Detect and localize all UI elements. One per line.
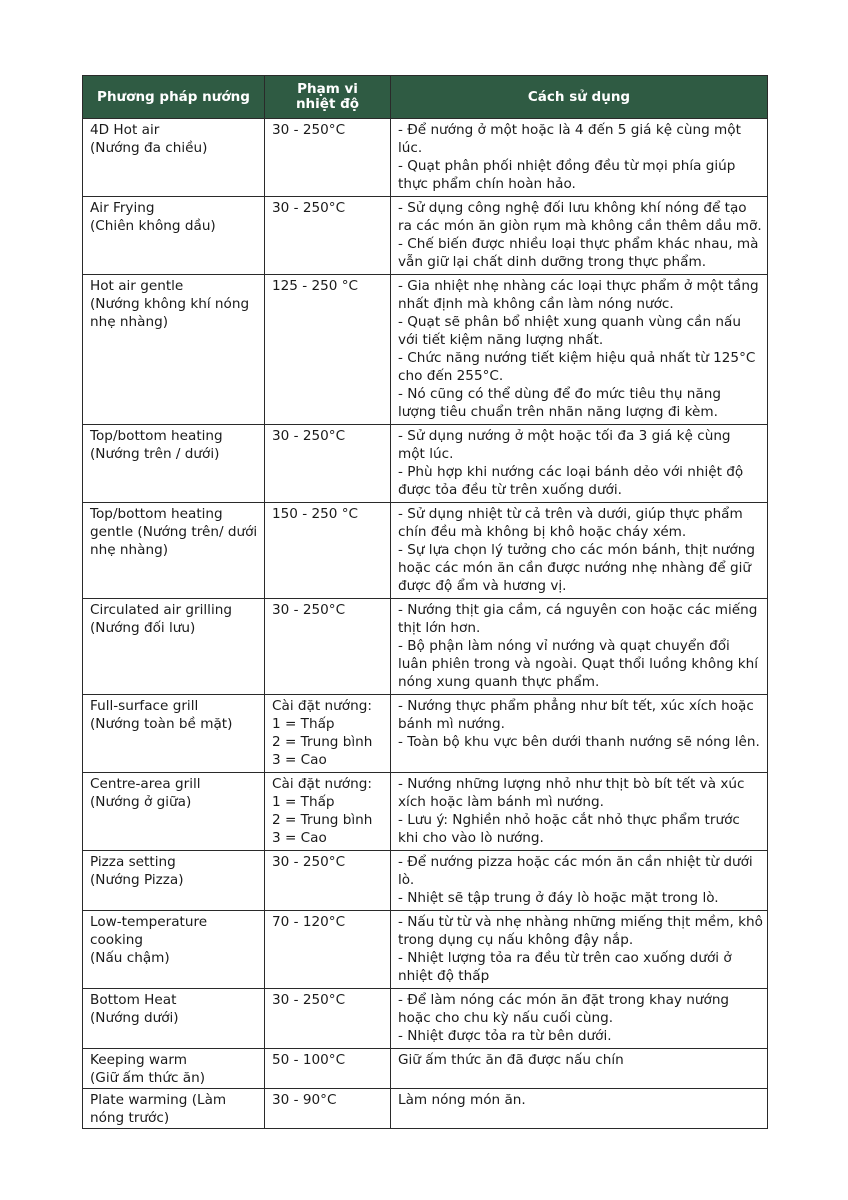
cell-usage-line: chín đều mà không bị khô hoặc cháy xém. — [398, 524, 687, 540]
cell-temp — [265, 1089, 391, 1129]
cell-temp — [265, 851, 391, 911]
cell-usage — [391, 197, 768, 275]
cell-method — [83, 773, 265, 851]
cell-usage-line: được độ ẩm và hương vị. — [398, 578, 567, 594]
cell-usage-line: hoặc các món ăn cần được nướng nhẹ nhàng để giữ — [398, 560, 752, 576]
cell-usage-line: - Chế biến được nhiều loại thực phẩm khác nhau, mà — [398, 236, 759, 252]
cell-usage-line: - Quạt phân phối nhiệt đồng đều từ mọi phía giúp — [398, 158, 736, 174]
cell-usage-line: bánh mì nướng. — [398, 716, 505, 732]
cell-temp — [265, 599, 391, 695]
cell-usage-line: khi cho vào lò nướng. — [398, 830, 544, 846]
cell-usage-line: - Nhiệt được tỏa ra từ bên dưới. — [398, 1028, 612, 1044]
table-row — [83, 1089, 768, 1129]
cell-method — [83, 695, 265, 773]
cell-temp-line: 1 = Thấp — [272, 716, 335, 732]
cell-method-line: Circulated air grilling — [90, 602, 232, 618]
cell-method — [83, 1049, 265, 1089]
cell-usage-line: - Nướng thực phẩm phẳng như bít tết, xúc xích hoặc — [398, 698, 754, 714]
header-method: Phương pháp nướng — [83, 76, 265, 119]
cell-method — [83, 989, 265, 1049]
cell-usage-line: - Bộ phận làm nóng vỉ nướng và quạt chuyển đổi — [398, 638, 730, 654]
table-row — [83, 851, 768, 911]
cell-temp — [265, 197, 391, 275]
table-row — [83, 773, 768, 851]
cell-method-line: nhẹ nhàng) — [90, 314, 169, 330]
cell-temp-line: 30 - 250°C — [272, 602, 346, 618]
table-row — [83, 503, 768, 599]
cell-usage-line: thực phẩm chín hoàn hảo. — [398, 176, 576, 192]
cell-method-line: Top/bottom heating — [90, 428, 223, 444]
cell-usage-line: trong dụng cụ nấu không đậy nắp. — [398, 932, 634, 948]
cell-method-line: Centre-area grill — [90, 776, 201, 792]
cell-temp-line: 2 = Trung bình — [272, 812, 373, 828]
cell-usage-line: luân phiên trong và ngoài. Quạt thổi luồng không khí — [398, 656, 759, 672]
cell-temp-line: 1 = Thấp — [272, 794, 335, 810]
cell-usage — [391, 911, 768, 989]
cell-usage — [391, 503, 768, 599]
cell-usage-line: Giữ ấm thức ăn đã được nấu chín — [398, 1052, 624, 1068]
cell-usage-line: lượng tiêu chuẩn trên nhãn năng lượng đi kèm. — [398, 404, 718, 420]
cell-temp-line: 30 - 250°C — [272, 122, 346, 138]
cell-temp-line: 2 = Trung bình — [272, 734, 373, 750]
cell-method-line: Top/bottom heating — [90, 506, 223, 522]
cell-usage — [391, 119, 768, 197]
cell-method-line: Low-temperature — [90, 914, 208, 930]
table-row — [83, 989, 768, 1049]
cell-usage-line: hoặc cho chu kỳ nấu cuối cùng. — [398, 1010, 614, 1026]
cell-usage — [391, 599, 768, 695]
cell-method — [83, 425, 265, 503]
cell-usage-line: - Nhiệt lượng tỏa ra đều từ trên cao xuống dưới ở — [398, 950, 732, 966]
cell-method-line: Pizza setting — [90, 854, 176, 870]
cell-temp — [265, 989, 391, 1049]
header-temp-range: Phạm vi nhiệt độ — [265, 76, 391, 119]
cell-temp-line: 30 - 250°C — [272, 428, 346, 444]
cell-temp — [265, 425, 391, 503]
cell-usage-line: thịt lớn hơn. — [398, 620, 481, 636]
header-usage: Cách sử dụng — [391, 76, 768, 119]
cell-usage-line: - Nướng thịt gia cầm, cá nguyên con hoặc các miếng — [398, 602, 758, 618]
cell-method-line: (Nấu chậm) — [90, 950, 170, 966]
cell-temp-line: Cài đặt nướng: — [272, 698, 372, 714]
cell-usage — [391, 773, 768, 851]
cell-method-line: (Nướng đa chiều) — [90, 140, 208, 156]
cell-usage-line: - Để nướng ở một hoặc là 4 đến 5 giá kệ cùng một — [398, 122, 741, 138]
cell-method-line: (Nướng toàn bề mặt) — [90, 716, 233, 732]
cell-usage-line: được tỏa đều từ trên xuống dưới. — [398, 482, 622, 498]
cell-usage-line: - Lưu ý: Nghiền nhỏ hoặc cắt nhỏ thực phẩm trước — [398, 812, 740, 828]
cell-method-line: Air Frying — [90, 200, 155, 216]
cell-temp-line: 3 = Cao — [272, 752, 327, 768]
cell-method — [83, 599, 265, 695]
cell-usage — [391, 851, 768, 911]
cell-usage — [391, 695, 768, 773]
cell-usage-line: ra các món ăn giòn rụm mà không cần thêm dầu mỡ. — [398, 218, 762, 234]
cell-method — [83, 197, 265, 275]
cell-method-line: gentle (Nướng trên/ dưới — [90, 524, 258, 540]
cell-usage-line: - Nướng những lượng nhỏ như thịt bò bít tết và xúc — [398, 776, 745, 792]
cell-usage-line: - Để nướng pizza hoặc các món ăn cần nhiệt từ dưới — [398, 854, 753, 870]
cell-usage-line: với tiết kiệm năng lượng nhất. — [398, 332, 604, 348]
cell-usage-line: vẫn giữ lại chất dinh dưỡng trong thực phẩm. — [398, 254, 707, 270]
cell-usage-line: - Sử dụng nhiệt từ cả trên và dưới, giúp thực phẩm — [398, 506, 743, 522]
cell-method — [83, 275, 265, 425]
cell-method-line: Keeping warm — [90, 1052, 187, 1068]
cell-temp — [265, 773, 391, 851]
cell-usage-line: cho đến 255°C. — [398, 368, 504, 384]
cell-method — [83, 851, 265, 911]
cell-usage-line: - Nấu từ từ và nhẹ nhàng những miếng thịt mềm, khô — [398, 914, 763, 930]
cell-method-line: 4D Hot air — [90, 122, 160, 138]
cell-temp — [265, 503, 391, 599]
cell-temp — [265, 695, 391, 773]
cell-temp-line: Cài đặt nướng: — [272, 776, 372, 792]
cell-usage-line: - Chức năng nướng tiết kiệm hiệu quả nhất từ 125°C — [398, 350, 756, 366]
cell-temp-line: 30 - 250°C — [272, 992, 346, 1008]
cell-method-line: (Nướng Pizza) — [90, 872, 184, 888]
cell-usage-line: nhất định mà không cần làm nóng nước. — [398, 296, 674, 312]
table-row — [83, 275, 768, 425]
cell-method — [83, 503, 265, 599]
cell-method-line: (Nướng dưới) — [90, 1010, 179, 1026]
cell-usage-line: - Sử dụng công nghệ đối lưu không khí nóng để tạo — [398, 200, 747, 216]
cell-temp — [265, 1049, 391, 1089]
table-row — [83, 695, 768, 773]
cell-temp-line: 150 - 250 °C — [272, 506, 359, 522]
cell-method-line: nóng trước) — [90, 1110, 170, 1126]
cell-usage-line: - Nhiệt sẽ tập trung ở đáy lò hoặc mặt trong lò. — [398, 890, 719, 906]
cell-temp-line: 30 - 90°C — [272, 1092, 337, 1108]
cell-usage-line: Làm nóng món ăn. — [398, 1092, 526, 1108]
cell-method — [83, 911, 265, 989]
cell-method — [83, 119, 265, 197]
cell-usage-line: - Sử dụng nướng ở một hoặc tối đa 3 giá kệ cùng — [398, 428, 731, 444]
cell-method-line: (Nướng trên / dưới) — [90, 446, 220, 462]
cell-temp-line: 30 - 250°C — [272, 854, 346, 870]
cell-temp-line: 30 - 250°C — [272, 200, 346, 216]
cell-method-line: nhẹ nhàng) — [90, 542, 169, 558]
cell-usage-line: một lúc. — [398, 446, 454, 462]
cell-method-line: Plate warming (Làm — [90, 1092, 227, 1108]
cell-usage — [391, 1049, 768, 1089]
cell-usage-line: xích hoặc làm bánh mì nướng. — [398, 794, 604, 810]
cell-method-line: Full-surface grill — [90, 698, 199, 714]
cell-temp-line: 70 - 120°C — [272, 914, 346, 930]
cell-usage-line: - Nó cũng có thể dùng để đo mức tiêu thụ năng — [398, 386, 721, 402]
cell-usage-line: nóng xung quanh thực phẩm. — [398, 674, 600, 690]
table-row — [83, 119, 768, 197]
cooking-modes-table — [82, 75, 768, 1129]
cell-temp — [265, 911, 391, 989]
cell-usage — [391, 989, 768, 1049]
cell-temp-line: 125 - 250 °C — [272, 278, 359, 294]
cell-temp — [265, 275, 391, 425]
cell-method-line: (Nướng ở giữa) — [90, 794, 192, 810]
cell-usage — [391, 425, 768, 503]
cell-usage — [391, 1089, 768, 1129]
cell-method-line: (Nướng không khí nóng — [90, 296, 250, 312]
cell-method-line: (Chiên không dầu) — [90, 218, 216, 234]
cell-method-line: cooking — [90, 932, 144, 948]
table-row — [83, 1049, 768, 1089]
table-row — [83, 197, 768, 275]
cell-usage-line: lò. — [398, 872, 415, 888]
table-row — [83, 599, 768, 695]
cell-temp-line: 3 = Cao — [272, 830, 327, 846]
cell-usage-line: - Quạt sẽ phân bổ nhiệt xung quanh vùng cần nấu — [398, 314, 741, 330]
cell-usage-line: - Để làm nóng các món ăn đặt trong khay nướng — [398, 992, 730, 1008]
cell-usage-line: - Gia nhiệt nhẹ nhàng các loại thực phẩm ở một tầng — [398, 278, 759, 294]
cell-usage-line: - Toàn bộ khu vực bên dưới thanh nướng sẽ nóng lên. — [398, 734, 760, 750]
table-body — [83, 119, 768, 1129]
cell-method-line: (Nướng đối lưu) — [90, 620, 196, 636]
cell-usage-line: - Sự lựa chọn lý tưởng cho các món bánh, thịt nướng — [398, 542, 755, 558]
cell-usage-line: nhiệt độ thấp — [398, 968, 490, 984]
cell-method-line: Bottom Heat — [90, 992, 177, 1008]
cell-method-line: (Giữ ấm thức ăn) — [90, 1070, 206, 1086]
table-header — [83, 76, 768, 119]
cell-method — [83, 1089, 265, 1129]
header-row — [83, 76, 768, 119]
cell-method-line: Hot air gentle — [90, 278, 184, 294]
cell-usage-line: lúc. — [398, 140, 423, 156]
cell-temp-line: 50 - 100°C — [272, 1052, 346, 1068]
table-row — [83, 911, 768, 989]
cell-usage-line: - Phù hợp khi nướng các loại bánh dẻo với nhiệt độ — [398, 464, 744, 480]
cell-temp — [265, 119, 391, 197]
cell-usage — [391, 275, 768, 425]
table-row — [83, 425, 768, 503]
